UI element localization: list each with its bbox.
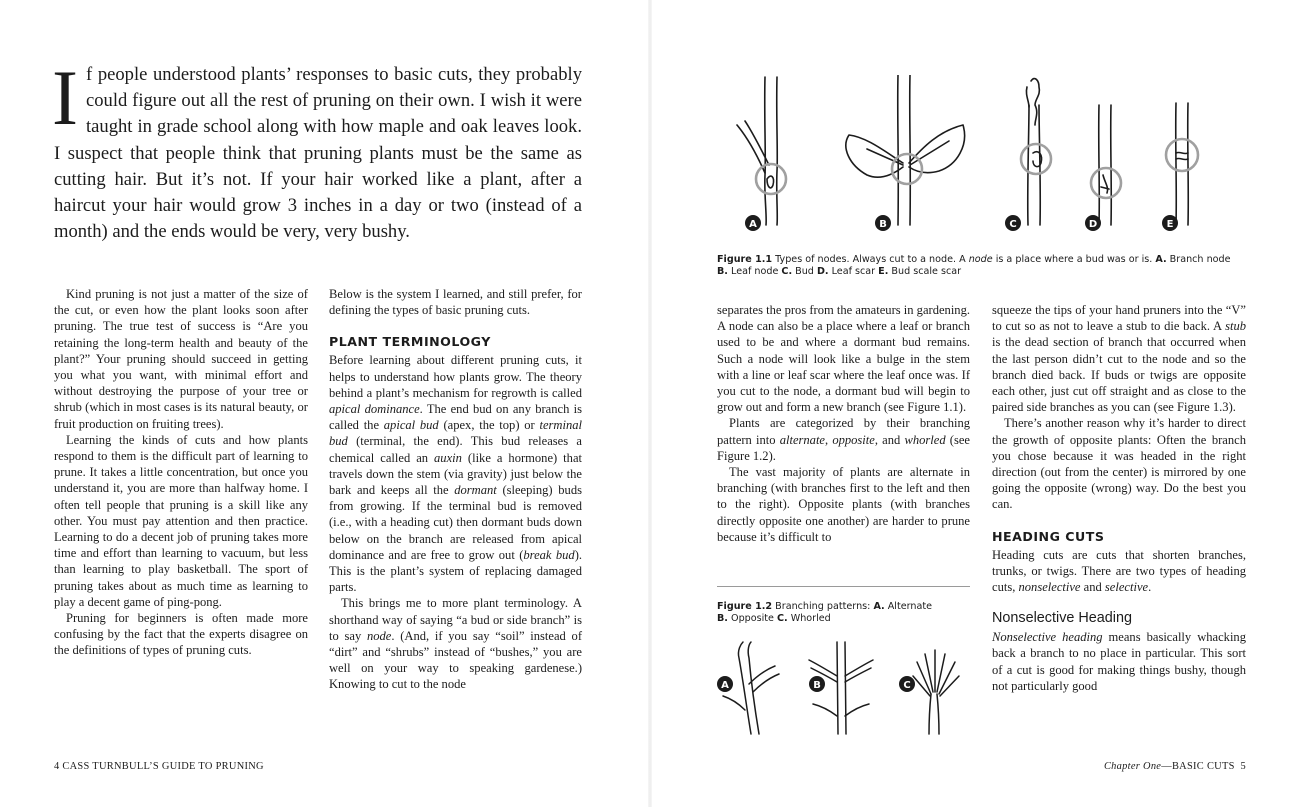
figure-rule [717,586,970,587]
label-b: B [879,219,887,230]
figure-1-2-illustration [717,640,970,740]
paragraph: Kind pruning is not just a matter of the size of the cut, or even how the plant looks soon after pruning. The true test of success is “Are you retaining the long-term health and beauty of the plant?” Your pruning should succeed in getting you what you want, with minimal effort and without destroying the purpose of your tree or shrub (which in most cases is its natural beauty, or fruit production on fruiting trees). [54,287,308,431]
text: (like a hormone) that travels down the stem (via gravity) just below the bark and keeps all the [329,450,582,498]
figure-1-1-labels [745,215,1178,231]
leaf-node-drawing [846,75,965,225]
text: . (And, if you say “soil” instead of “dirt” and “shrubs” instead of “bushes,” you are well on your way to speaking gardenese.) Knowing to cut to the node [329,628,582,692]
term: Nonselective heading [992,630,1103,645]
term: alternate [779,432,826,447]
term: whorled [904,432,946,447]
text: ). This is the plant’s system of replacing damaged parts. [329,547,583,595]
folio-left: 4 CASS TURNBULL’S GUIDE TO PRUNING [54,761,264,772]
page-number: 5 [1240,761,1246,772]
caption-item: Opposite [727,613,777,625]
figure-1-1-caption [717,254,1247,279]
term: terminal bud [329,418,582,449]
text: means basically whacking back a branch to no place in particular. This sort of a cut is good for making things bushy, though not particularly good [992,630,1246,693]
caption-letter: B. [717,613,728,625]
caption-letter: E. [878,266,889,278]
text: (see Figure 1.2). [717,432,970,463]
text: . The end bud on any branch is called the [329,402,582,433]
term: opposite [832,432,875,447]
paragraph [329,595,582,692]
label-e: E [1166,219,1174,230]
branch-node-drawing [737,77,786,225]
caption-item: Bud [792,266,817,278]
chapter-title: BASIC CUTS [1171,761,1235,772]
caption-letter: B. [717,266,728,278]
caption-label: Figure 1.2 [717,601,773,612]
term: break bud [523,547,575,562]
label-c: C [1009,219,1017,230]
dash: — [1161,761,1172,772]
text: Before learning about different pruning cuts, it helps to understand how plants grow. The theory behind a plant’s mechanism for regrowth is called [329,353,582,400]
text: squeeze the tips of your hand pruners into the “V” to cut so as not to leave a stub to die back. A [992,303,1246,334]
term: stub [1225,319,1246,334]
text: , [825,432,833,447]
paragraph: Learning the kinds of cuts and how plants respond to them is the difficult part of learning to prune. It takes a little concentration, but once you understand it, you are more than halfway home. I often tell people that pruning is a skill like any other. You must pay attention and then practice. Learning to do a decent job of pruning takes more time and effort than learning to vacuum, but less than learning to play basketball. The sport of pruning takes about as much time as learning to play a decent game of ping-pong. [54,432,308,609]
term: node [366,628,392,643]
subsection-heading-nonselective: Nonselective Heading [992,610,1132,627]
paragraph [992,547,1246,596]
caption-letter: C. [777,613,788,625]
caption-letter: A. [873,601,885,612]
figure-1-1-illustration [717,75,1247,243]
folio-right [1104,761,1246,772]
paragraph: The vast majority of plants are alternate in branching (with branches first to the left and then to the right). Opposite plants (with branches directly opposite one another) are harder to prune because it’s difficult to [717,465,970,544]
text: (terminal, the end). This bud releases a chemical called an [329,434,582,465]
caption-text: Branching patterns: [772,601,874,612]
text: (sleeping) buds from growing. If the terminal bud is removed (i.e., with a heading cut) then dormant buds down below on the branch are released from apical dominance and are free to grow out ( [329,483,582,562]
caption-letter: C. [781,266,793,278]
term: nonselective [1018,580,1081,595]
figure-1-2-labels [717,676,915,692]
label-a: A [749,219,757,230]
section-heading-heading-cuts: HEADING CUTS [992,528,1105,544]
chapter-label: Chapter One [1103,761,1162,772]
label-c: C [903,680,911,691]
caption-item: Bud scale scar [888,266,962,278]
text: . [1148,580,1152,595]
drop-cap: I [52,54,78,141]
intro-paragraph [52,54,582,245]
text: Heading cuts are cuts that shorten branches, trunks, or twigs. There are two types of heading cuts, [992,547,1246,595]
caption-term: node [968,254,993,265]
paragraph [992,302,1246,415]
left-column-2 [329,286,582,693]
caption-text: is a place where a bud was or is. [992,254,1156,265]
term: auxin [434,450,462,465]
right-column-2 [992,302,1246,694]
paragraph: There’s another reason why it’s harder to direct the growth of opposite plants: Often the branch you chose because it was headed in the right direction (out from the center) is mirrored by one going the opposite (wrong) way. Do the best you can. [992,416,1246,512]
leaf-scar-drawing [1091,105,1121,225]
caption-letter: A. [1155,254,1167,265]
text: , and [874,432,905,447]
label-a: A [721,680,729,691]
intro-text: f people understood plants’ responses to basic cuts, they probably could figure out all the rest of pruning on their own. I wish it were taught in grade school along with how maple and oak leaves look. I suspect that people think that pruning plants must be the same as cutting hair. But it’s not. If your hair worked like a plant, after a haircut your hair would grow 3 inches in a day or two (instead of a month) and the ends would be very, very bushy. [54,64,582,243]
text: Plants are categorized by their branching pattern into [717,416,970,447]
bud-drawing [1021,79,1051,225]
text: This brings me to more plant terminology. A shorthand way of saying “a bud or side branch” is to say [329,596,582,643]
text: and [1080,580,1105,595]
caption-item: Whorled [787,613,831,625]
whorled-branching-drawing [913,650,959,734]
caption-label: Figure 1.1 [717,254,773,265]
caption-letter: D. [816,266,829,278]
paragraph [717,415,970,464]
right-column-1 [717,302,970,545]
figure-1-2-caption [717,601,970,626]
label-d: D [1088,219,1098,230]
label-b: B [813,680,821,691]
text: (apex, the top) or [438,418,540,433]
paragraph: separates the pros from the amateurs in gardening. A node can also be a place where a leaf or branch used to be and where a dormant bud remains. Such a node will look like a bulge in the stem with a line or leaf scar where the leaf once was. If you cut to the node, a dormant bud will begin to grow out and form a new branch (see Figure 1.1). [717,303,970,415]
term: dormant [454,483,497,498]
paragraph: Pruning for beginners is often made more confusing by the fact that the experts disagree on the definitions of types of pruning cuts. [54,611,308,658]
text: is the dead section of branch that occurred when the last person didn’t cut to the node and so the branch died back. If buds or twigs are opposite each other, just cut off straight and as close to the paired side branches as you can (see Figure 1.3). [992,335,1246,415]
paragraph: Below is the system I learned, and still prefer, for defining the types of basic pruning cuts. [329,287,582,318]
section-heading-plant-terminology: PLANT TERMINOLOGY [329,334,491,350]
caption-text: Types of nodes. Always cut to a node. A [772,254,969,265]
term: apical dominance [329,402,420,417]
bud-scale-scar-drawing [1166,103,1198,225]
left-column-1 [54,286,308,659]
paragraph [992,629,1246,694]
term: apical bud [383,418,439,433]
term: selective [1104,580,1149,595]
paragraph [329,352,582,595]
caption-item: Leaf scar [828,266,879,278]
caption-item: Alternate [884,601,933,612]
caption-item: Leaf node [727,266,782,278]
caption-item: Branch node [1166,254,1231,265]
